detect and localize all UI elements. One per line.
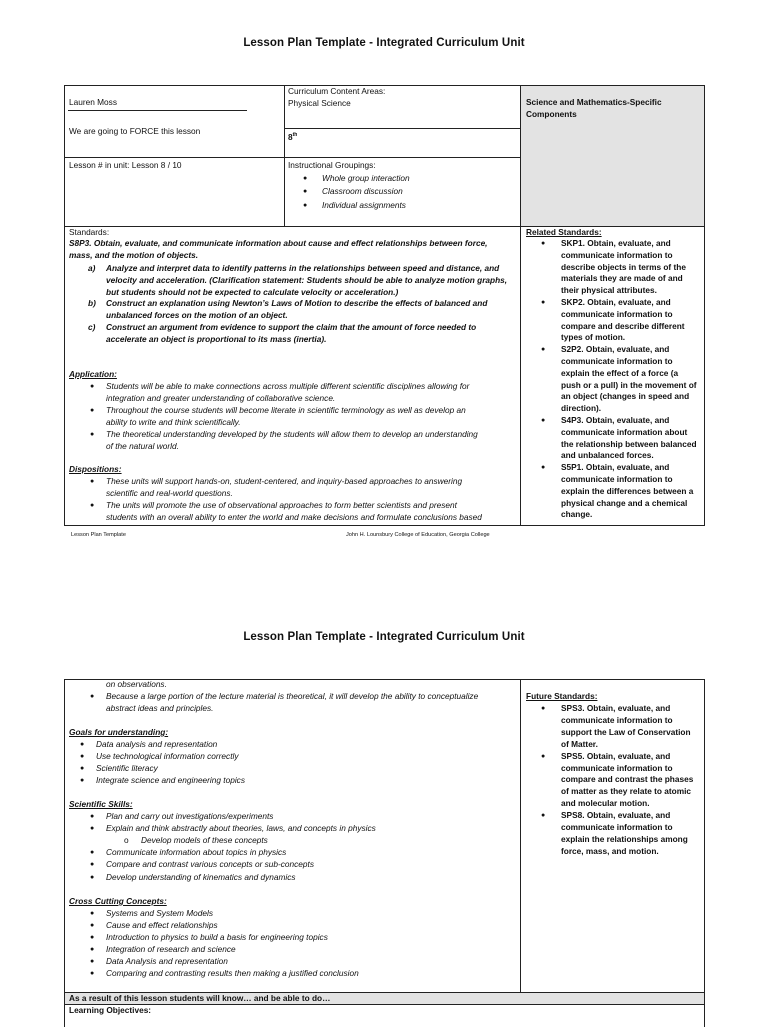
related-standard-line: describe objects in terms of the <box>561 261 686 272</box>
bullet-icon: ● <box>90 849 95 856</box>
goals-item: Integrate science and engineering topics <box>96 775 245 785</box>
bullet-icon: ● <box>90 922 95 929</box>
skills-item: Develop understanding of kinematics and dynamics <box>106 872 296 882</box>
name-underline <box>68 110 247 111</box>
groupings-label: Instructional Groupings: <box>288 160 376 170</box>
bullet-icon: ● <box>303 175 308 182</box>
future-standard-line: SPS3. Obtain, evaluate, and <box>561 703 671 713</box>
standard-main: mass, and the motion of objects. <box>69 250 199 260</box>
related-standard-line: push or a pull) in the movement of <box>561 379 697 390</box>
lesson-number: Lesson # in unit: Lesson 8 / 10 <box>69 160 182 170</box>
skills-item: Compare and contrast various concepts or sub-concepts <box>106 859 314 869</box>
bullet-icon: ● <box>541 752 546 760</box>
grouping-item: Whole group interaction <box>322 173 410 183</box>
curriculum-value: Physical Science <box>288 98 351 108</box>
related-standard-line: explain the effect of a force (a <box>561 367 679 378</box>
related-standard-line: communicate information to <box>561 474 673 484</box>
standard-text: unbalanced forces on the motion of an object. <box>106 310 288 320</box>
skills-item: Explain and think abstractly about theories, laws, and concepts in physics <box>106 823 376 833</box>
related-standard-line: their physical attributes. <box>561 285 657 296</box>
lesson-title: We are going to FORCE this lesson <box>69 126 201 136</box>
application-item: ability to write and think scientifically. <box>106 417 241 427</box>
related-standard-line: physical change and a chemical <box>561 497 688 508</box>
continued-item: Because a large portion of the lecture material is theoretical, it will develop the ability to conceptualize <box>106 691 479 701</box>
related-standard-line: SKP1. Obtain, evaluate, and <box>561 238 671 248</box>
future-standard-line: communicate information to <box>561 822 673 832</box>
future-standards-heading: Future Standards: <box>526 691 598 701</box>
bullet-icon: ● <box>90 910 95 917</box>
standard-marker: b) <box>88 298 96 308</box>
goals-item: Use technological information correctly <box>96 751 239 761</box>
future-standard-line: communicate information to <box>561 714 673 725</box>
standard-text: but students should not be expected to calculate velocity or acceleration.) <box>106 287 399 297</box>
bullet-icon: ● <box>80 753 85 760</box>
footer-left: Lesson Plan Template <box>71 532 126 538</box>
goals-item: Scientific literacy <box>96 763 158 773</box>
future-standard-line: communicate information to <box>561 762 673 773</box>
related-standard-line: communicate information about <box>561 426 688 437</box>
future-standard-line: force, mass, and motion. <box>561 845 659 856</box>
continued-text: on observations. <box>106 679 167 689</box>
page-title: Lesson Plan Template - Integrated Curriculum Unit <box>243 631 525 643</box>
application-heading: Application: <box>69 369 117 379</box>
future-standard-line: of matter as they relate to atomic <box>561 786 692 797</box>
bullet-icon: ● <box>80 741 85 748</box>
standard-main: S8P3. Obtain, evaluate, and communicate information about cause and effect relationships between force, <box>69 238 488 248</box>
related-standard-line: change. <box>561 509 593 520</box>
application-item: The theoretical understanding developed by the students will allow them to develop an understanding <box>106 429 478 439</box>
bullet-icon: ● <box>90 958 95 965</box>
cross-cutting-item: Cause and effect relationships <box>106 920 218 930</box>
cross-cutting-item: Introduction to physics to build a basis for engineering topics <box>106 932 328 942</box>
related-standard-line: S4P3. Obtain, evaluate, and <box>561 415 670 425</box>
skills-heading: Scientific Skills: <box>69 799 133 809</box>
application-item: Students will be able to make connections across multiple different scientific disciplines allowing for <box>106 381 470 391</box>
grouping-item: Individual assignments <box>322 200 406 210</box>
bullet-icon: ● <box>541 346 546 354</box>
bullet-icon: ● <box>80 765 85 772</box>
related-standards-heading: Related Standards: <box>526 227 602 237</box>
standards-label: Standards: <box>69 227 110 237</box>
bullet-icon: ● <box>90 813 95 820</box>
future-standard-line: SPS5. Obtain, evaluate, and <box>561 750 671 761</box>
related-standard-line: SKP2. Obtain, evaluate, and <box>561 297 671 307</box>
future-standard-line: and molecular motion. <box>561 798 650 809</box>
bullet-icon: ● <box>541 464 546 472</box>
cross-cutting-heading: Cross Cutting Concepts: <box>69 896 167 906</box>
cross-cutting-item: Systems and System Models <box>106 908 213 918</box>
bullet-icon: ● <box>90 934 95 941</box>
bullet-icon: ● <box>541 299 546 306</box>
future-standard-line: support the Law of Conservation <box>561 726 691 737</box>
related-standard-line: communicate information to <box>561 356 673 366</box>
sub-bullet-icon: o <box>124 835 129 845</box>
related-standard-line: materials they are made of and <box>561 273 683 284</box>
bullet-icon: ● <box>90 874 95 881</box>
related-standard-line: S5P1. Obtain, evaluate, and <box>561 462 670 473</box>
related-standard-line: an object (changes in speed and <box>561 391 690 402</box>
standard-marker: a) <box>88 263 96 273</box>
goals-item: Data analysis and representation <box>96 739 218 749</box>
bullet-icon: ● <box>303 188 308 195</box>
related-standard-line: communicate information to <box>561 308 673 319</box>
related-standard-line: explain the differences between a <box>561 485 694 496</box>
application-item: integration and greater understanding of collaborative science. <box>106 393 336 403</box>
bullet-icon: ● <box>90 861 95 868</box>
bullet-icon: ● <box>90 502 95 509</box>
standard-marker: c) <box>88 322 96 332</box>
application-item: of the natural world. <box>106 441 179 451</box>
author-name: Lauren Moss <box>69 97 117 107</box>
future-standard-line: compare and contrast the phases <box>561 774 694 785</box>
future-standard-line: of Matter. <box>561 738 598 749</box>
skills-item: Communicate information about topics in physics <box>106 847 287 857</box>
grouping-item: Classroom discussion <box>322 186 403 196</box>
components-heading: Science and Mathematics-Specific <box>526 97 662 107</box>
curriculum-label: Curriculum Content Areas: <box>288 86 386 96</box>
application-item: Throughout the course students will become literate in scientific terminology as well as develop an <box>106 405 466 415</box>
result-bar-text: As a result of this lesson students will know… and be able to do… <box>69 993 331 1003</box>
bullet-icon: ● <box>90 693 95 700</box>
related-standard-line: S2P2. Obtain, evaluate, and <box>561 344 670 355</box>
dispositions-item: scientific and real-world questions. <box>106 488 233 498</box>
future-standard-line: SPS8. Obtain, evaluate, and <box>561 810 671 821</box>
bullet-icon: ● <box>90 407 95 414</box>
standard-text: Analyze and interpret data to identify patterns in the relationships between speed and distance, and <box>106 263 500 273</box>
bullet-icon: ● <box>541 812 546 820</box>
bullet-icon: ● <box>541 705 546 712</box>
dispositions-item: The units will promote the use of observational approaches to form better scientists and present <box>106 500 457 510</box>
related-standard-line: communicate information to <box>561 249 673 260</box>
bullet-icon: ● <box>90 478 95 485</box>
related-standard-line: compare and describe different <box>561 320 685 331</box>
bullet-icon: ● <box>90 825 95 832</box>
standard-text: accelerate an object is proportional to its mass (inertia). <box>106 334 327 344</box>
cross-cutting-item: Integration of research and science <box>106 944 236 954</box>
related-standard-line: and unbalanced forces. <box>561 450 654 461</box>
footer-right: John H. Lounsbury College of Education, Georgia College <box>346 532 490 538</box>
future-standard-line: explain the relationships among <box>561 833 688 844</box>
bullet-icon: ● <box>90 946 95 953</box>
skills-item: Plan and carry out investigations/experiments <box>106 811 274 821</box>
skills-subitem: Develop models of these concepts <box>141 835 268 845</box>
standard-text: Construct an argument from evidence to support the claim that the amount of force needed to <box>106 322 477 332</box>
learning-objectives-label: Learning Objectives: <box>69 1005 152 1015</box>
bullet-icon: ● <box>90 383 95 390</box>
continued-item: abstract ideas and principles. <box>106 703 214 713</box>
bullet-icon: ● <box>90 431 95 438</box>
cross-cutting-item: Comparing and contrasting results then making a justified conclusion <box>106 968 359 978</box>
related-standard-line: direction). <box>561 403 602 414</box>
cross-cutting-item: Data Analysis and representation <box>106 956 228 966</box>
related-standard-line: types of motion. <box>561 332 626 343</box>
dispositions-item: students with an overall ability to enter the world and make decisions and formulate conclusions based <box>106 512 482 522</box>
dispositions-item: These units will support hands-on, student-centered, and inquiry-based approaches to answering <box>106 476 463 486</box>
bullet-icon: ● <box>80 777 85 784</box>
dispositions-heading: Dispositions: <box>69 464 122 474</box>
goals-heading: Goals for understanding: <box>69 727 169 737</box>
related-standard-line: the relationship between balanced <box>561 438 697 449</box>
page-title: Lesson Plan Template - Integrated Curriculum Unit <box>243 37 525 49</box>
bullet-icon: ● <box>541 417 546 424</box>
components-heading: Components <box>526 109 577 119</box>
standard-text: Construct an explanation using Newton’s Laws of Motion to describe the effects of balanced and <box>106 298 488 308</box>
grade-level: 8th <box>288 131 298 142</box>
bullet-icon: ● <box>90 970 95 977</box>
bullet-icon: ● <box>541 240 546 247</box>
bullet-icon: ● <box>303 202 308 209</box>
standard-text: velocity and acceleration. (Clarification statement: Students should be able to analyze motion graphs, <box>106 275 508 285</box>
